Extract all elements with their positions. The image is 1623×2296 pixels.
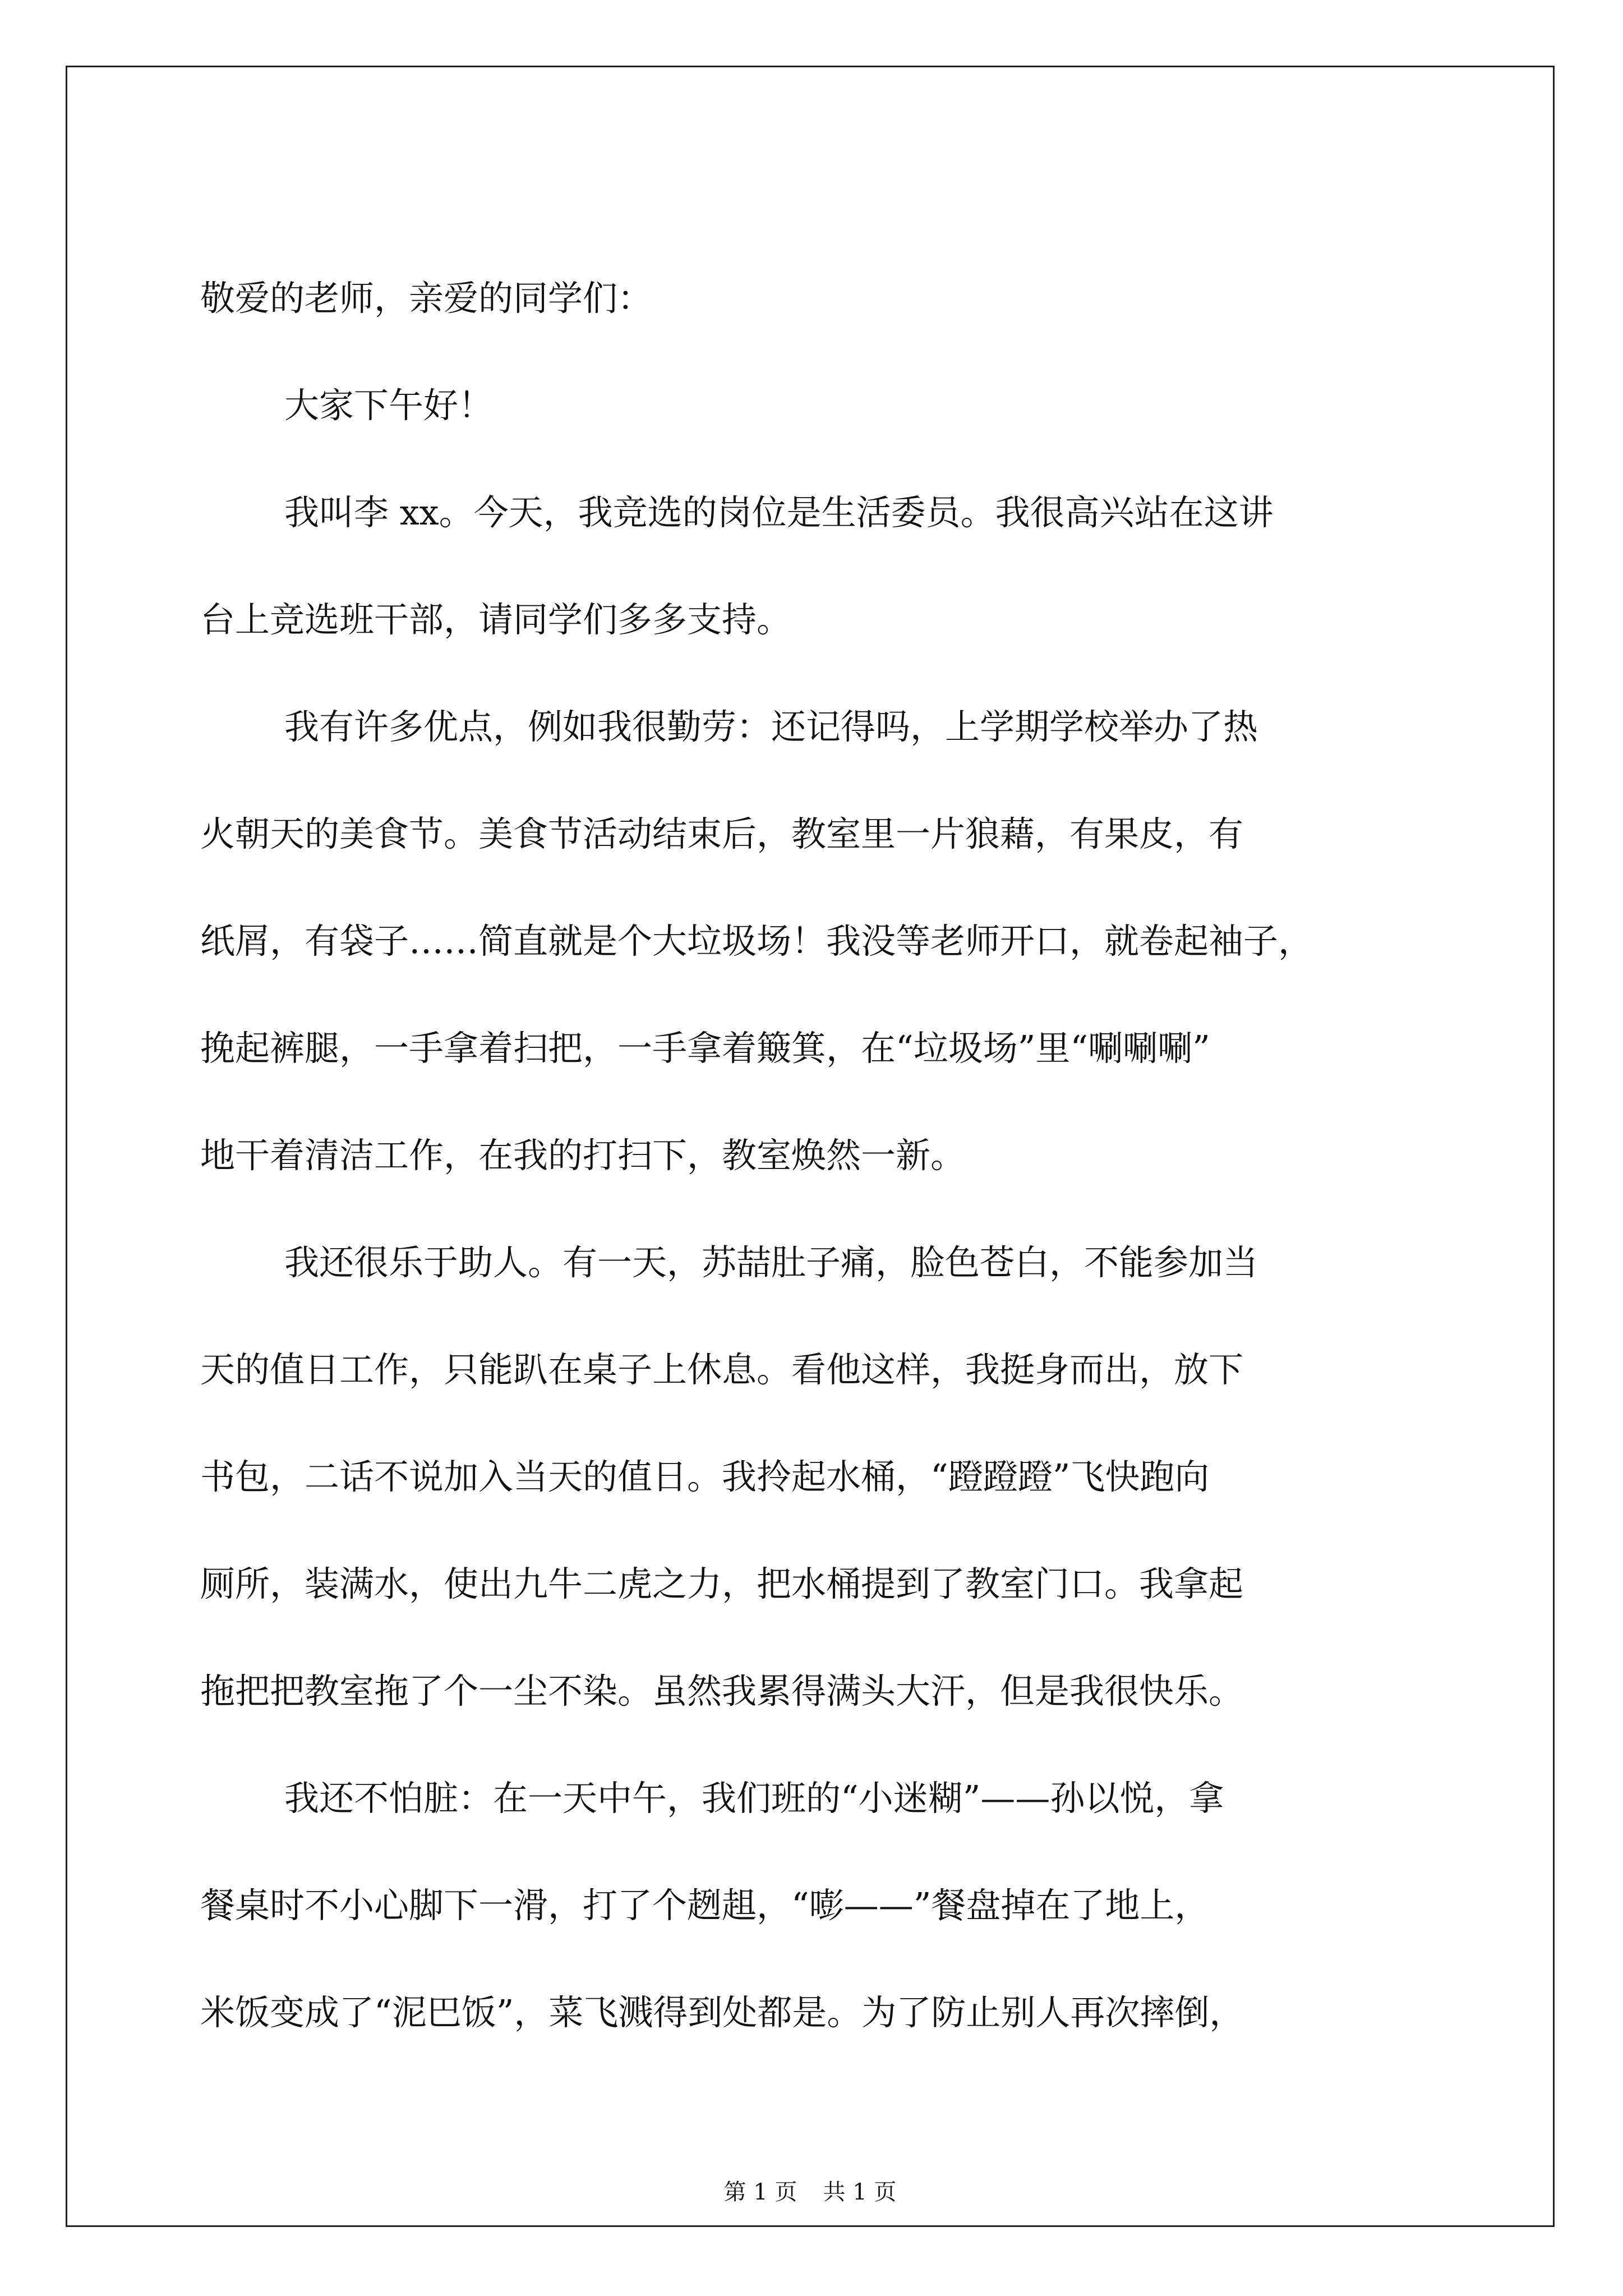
page-total: 共 1 页 (823, 2179, 897, 2205)
paragraph-line: 地干着清洁工作，在我的打扫下，教室焕然一新。 (200, 1135, 966, 1176)
paragraph-line: 拖把把教室拖了个一尘不染。虽然我累得满头大汗，但是我很快乐。 (200, 1671, 1244, 1711)
paragraph-line: 挽起裤腿，一手拿着扫把，一手拿着簸箕，在“垃圾场”里“唰唰唰” (200, 1028, 1210, 1069)
page-footer (67, 2178, 1553, 2206)
paragraph-line: 餐桌时不小心脚下一滑，打了个趔趄，“嘭——”餐盘掉在了地上， (200, 1885, 1210, 1926)
salutation-line: 敬爱的老师，亲爱的同学们： (200, 278, 653, 319)
paragraph-line: 我叫李 xx。今天，我竞选的岗位是生活委员。我很高兴站在这讲 (284, 492, 1274, 533)
page-number: 第 1 页 (723, 2179, 797, 2205)
paragraph-line: 台上竞选班干部，请同学们多多支持。 (200, 599, 792, 640)
paragraph-line: 厕所，装满水，使出九牛二虎之力，把水桶提到了教室门口。我拿起 (200, 1563, 1244, 1604)
page-frame (66, 66, 1555, 2227)
greeting-line: 大家下午好！ (284, 385, 494, 426)
paragraph-line: 我还很乐于助人。有一天，苏喆肚子痛，脸色苍白，不能参加当 (284, 1242, 1258, 1283)
paragraph-line: 我还不怕脏：在一天中午，我们班的“小迷糊”——孙以悦，拿 (284, 1778, 1224, 1819)
paragraph-line: 书包，二话不说加入当天的值日。我拎起水桶，“蹬蹬蹬”飞快跑向 (200, 1456, 1210, 1497)
paragraph-line: 米饭变成了“泥巴饭”，菜飞溅得到处都是。为了防止别人再次摔倒， (200, 1992, 1244, 2033)
paragraph-line: 我有许多优点，例如我很勤劳：还记得吗，上学期学校举办了热 (284, 706, 1258, 747)
paragraph-line: 纸屑，有袋子……简直就是个大垃圾场！我没等老师开口，就卷起袖子， (200, 921, 1313, 961)
paragraph-line: 火朝天的美食节。美食节活动结束后，教室里一片狼藉，有果皮，有 (200, 813, 1244, 854)
paragraph-line: 天的值日工作，只能趴在桌子上休息。看他这样，我挺身而出，放下 (200, 1349, 1244, 1390)
